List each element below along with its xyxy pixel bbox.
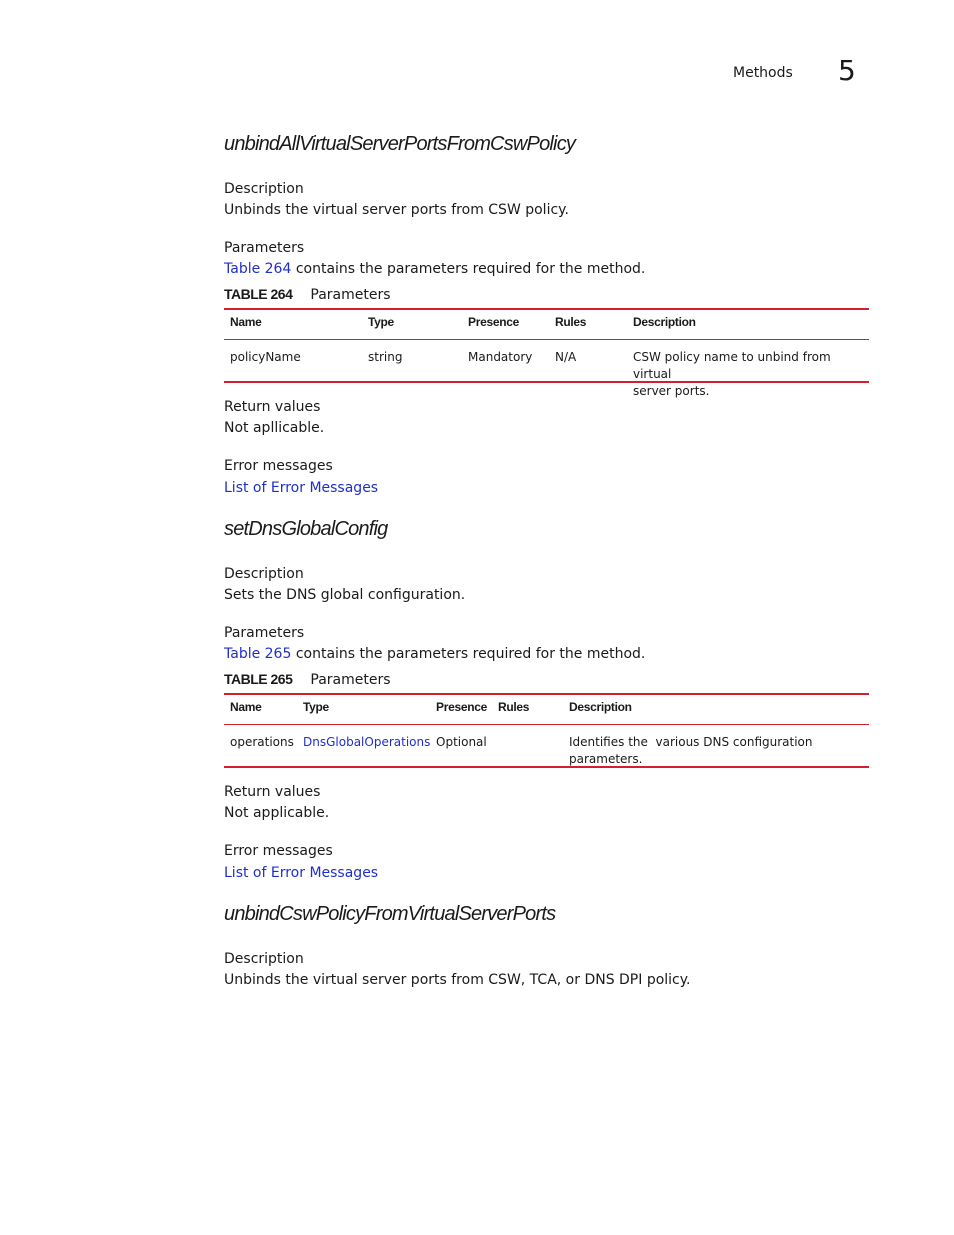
table-caption bbox=[224, 671, 391, 688]
cell-type: string bbox=[368, 350, 403, 364]
cell-name: operations bbox=[230, 735, 294, 749]
column-header-type: Type bbox=[303, 700, 329, 714]
cell-description-line-1: CSW policy name to unbind from virtual bbox=[633, 350, 831, 381]
error-messages-link[interactable]: List of Error Messages bbox=[224, 480, 379, 496]
parameters-intro bbox=[224, 261, 645, 277]
parameters-table bbox=[224, 693, 869, 768]
description-heading: Description bbox=[224, 181, 304, 197]
table-caption bbox=[224, 286, 391, 303]
column-header-rules: Rules bbox=[498, 700, 530, 714]
parameters-intro-text: contains the parameters required for the method. bbox=[291, 646, 646, 662]
table-row bbox=[224, 340, 869, 398]
cell-description bbox=[569, 734, 859, 768]
column-header-description: Description bbox=[633, 315, 696, 329]
method-title: unbindCswPolicyFromVirtualServerPorts bbox=[224, 903, 556, 925]
description-heading: Description bbox=[224, 566, 304, 582]
column-header-presence: Presence bbox=[468, 315, 519, 329]
table-caption-text: Parameters bbox=[310, 287, 391, 303]
column-header-description: Description bbox=[569, 700, 632, 714]
table-caption-text: Parameters bbox=[310, 672, 391, 688]
parameters-heading: Parameters bbox=[224, 240, 305, 256]
table-number: TABLE 265 bbox=[224, 671, 293, 687]
parameters-intro bbox=[224, 646, 645, 662]
cell-description-line-2: parameters. bbox=[569, 752, 643, 766]
running-header-section: Methods bbox=[733, 65, 793, 81]
table-link[interactable]: Table 265 bbox=[224, 646, 292, 662]
return-values-text: Not applicable. bbox=[224, 805, 330, 821]
error-messages-heading: Error messages bbox=[224, 843, 333, 859]
description-heading: Description bbox=[224, 951, 304, 967]
table-number: TABLE 264 bbox=[224, 286, 293, 302]
table-row bbox=[224, 725, 869, 766]
column-header-presence: Presence bbox=[436, 700, 487, 714]
return-values-heading: Return values bbox=[224, 784, 321, 800]
column-header-rules: Rules bbox=[555, 315, 587, 329]
type-link[interactable]: DnsGlobalOperations bbox=[303, 735, 431, 749]
method-title: setDnsGlobalConfig bbox=[224, 518, 388, 540]
cell-name: policyName bbox=[230, 350, 301, 364]
chapter-number: 5 bbox=[838, 54, 856, 87]
table-header-row bbox=[224, 695, 869, 725]
error-messages-link[interactable]: List of Error Messages bbox=[224, 865, 379, 881]
parameters-heading: Parameters bbox=[224, 625, 305, 641]
cell-presence: Optional bbox=[436, 735, 487, 749]
column-header-name: Name bbox=[230, 315, 262, 329]
table-header-row bbox=[224, 310, 869, 340]
table-link[interactable]: Table 264 bbox=[224, 261, 292, 277]
parameters-intro-text: contains the parameters required for the method. bbox=[291, 261, 646, 277]
cell-description bbox=[633, 349, 865, 400]
cell-rules: N/A bbox=[555, 350, 577, 364]
description-text: Unbinds the virtual server ports from CSW, TCA, or DNS DPI policy. bbox=[224, 972, 691, 988]
error-messages-heading: Error messages bbox=[224, 458, 333, 474]
column-header-type: Type bbox=[368, 315, 394, 329]
parameters-table bbox=[224, 308, 869, 398]
method-title: unbindAllVirtualServerPortsFromCswPolicy bbox=[224, 133, 576, 155]
cell-description-line-1: Identifies the various DNS configuration bbox=[569, 735, 813, 749]
return-values-heading: Return values bbox=[224, 399, 321, 415]
column-header-name: Name bbox=[230, 700, 262, 714]
cell-presence: Mandatory bbox=[468, 350, 533, 364]
cell-description-line-2: server ports. bbox=[633, 384, 710, 398]
description-text: Sets the DNS global configuration. bbox=[224, 587, 466, 603]
return-values-text: Not apllicable. bbox=[224, 420, 325, 436]
description-text: Unbinds the virtual server ports from CSW policy. bbox=[224, 202, 569, 218]
